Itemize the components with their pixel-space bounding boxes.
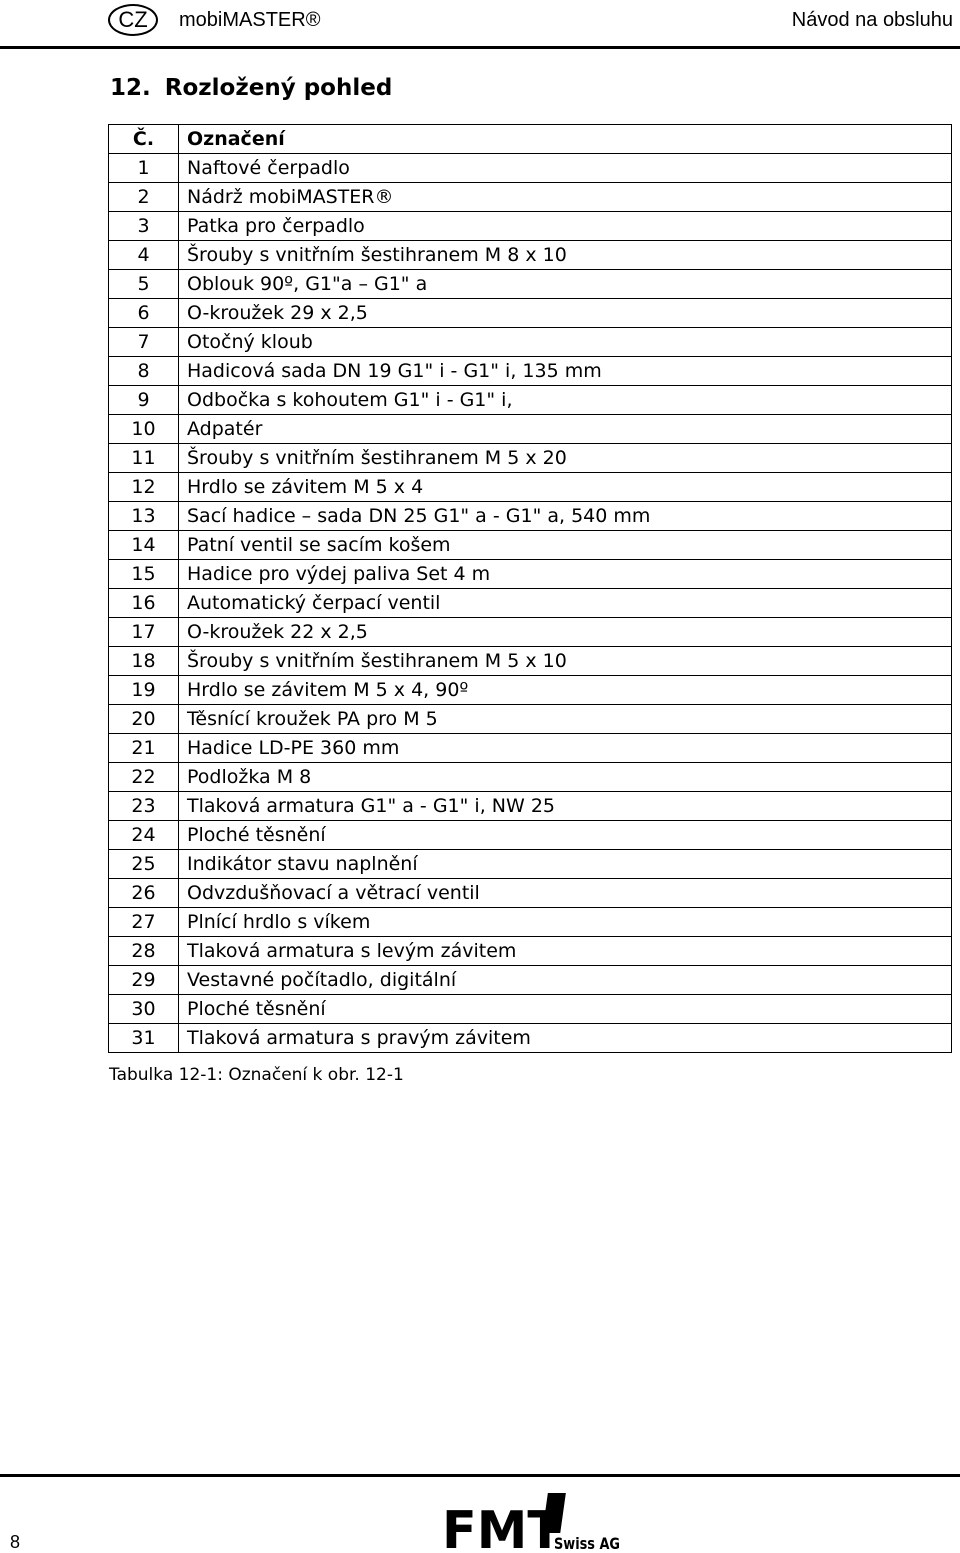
part-number: 2 [109,183,179,212]
table-row [109,299,952,328]
part-number: 28 [109,937,179,966]
table-caption: Tabulka 12-1: Označení k obr. 12-1 [109,1065,404,1085]
table-row [109,821,952,850]
table-row [109,937,952,966]
part-number: 11 [109,444,179,473]
part-description: Sací hadice – sada DN 25 G1" a - G1" a, 540 mm [179,502,952,531]
table-row [109,734,952,763]
page-number: 8 [10,1532,21,1552]
table-row [109,502,952,531]
part-description: Indikátor stavu naplnění [179,850,952,879]
table-row [109,154,952,183]
part-number: 16 [109,589,179,618]
part-description: Ploché těsnění [179,995,952,1024]
part-number: 29 [109,966,179,995]
table-row [109,647,952,676]
part-description: Šrouby s vnitřním šestihranem M 8 x 10 [179,241,952,270]
part-number: 12 [109,473,179,502]
part-number: 7 [109,328,179,357]
table-row [109,1024,952,1053]
document-title: Návod na obsluhu [791,9,953,31]
table-header-row [109,125,952,154]
section-number: 12. [110,75,151,101]
part-number: 14 [109,531,179,560]
table-row [109,589,952,618]
header-number: Č. [109,125,179,154]
brand-name: mobiMASTER® [179,9,321,31]
parts-table-body [109,154,952,1053]
table-row [109,270,952,299]
part-number: 4 [109,241,179,270]
table-row [109,879,952,908]
part-description: O-kroužek 29 x 2,5 [179,299,952,328]
part-number: 20 [109,705,179,734]
part-number: 22 [109,763,179,792]
table-row [109,908,952,937]
part-description: Těsnící kroužek PA pro M 5 [179,705,952,734]
part-number: 17 [109,618,179,647]
footer-divider [0,1474,960,1477]
table-row [109,444,952,473]
part-description: Patní ventil se sacím košem [179,531,952,560]
header-divider [0,46,960,49]
part-description: Tlaková armatura s levým závitem [179,937,952,966]
table-row [109,850,952,879]
logo-subtext: Swiss AG [554,1534,620,1552]
part-number: 31 [109,1024,179,1053]
section-title: Rozložený pohled [164,75,393,101]
part-number: 23 [109,792,179,821]
part-number: 25 [109,850,179,879]
part-number: 24 [109,821,179,850]
part-description: Plnící hrdlo s víkem [179,908,952,937]
table-row [109,212,952,241]
table-row [109,966,952,995]
part-number: 26 [109,879,179,908]
table-row [109,357,952,386]
table-row [109,531,952,560]
part-description: Oblouk 90º, G1"a – G1" a [179,270,952,299]
table-row [109,473,952,502]
part-number: 27 [109,908,179,937]
part-description: Podložka M 8 [179,763,952,792]
part-description: Hadice LD-PE 360 mm [179,734,952,763]
table-row [109,415,952,444]
section-heading [110,75,392,101]
table-row [109,995,952,1024]
table-row [109,328,952,357]
part-description: Šrouby s vnitřním šestihranem M 5 x 20 [179,444,952,473]
part-description: Automatický čerpací ventil [179,589,952,618]
part-description: O-kroužek 22 x 2,5 [179,618,952,647]
table-row [109,792,952,821]
table-row [109,560,952,589]
part-description: Hrdlo se závitem M 5 x 4 [179,473,952,502]
part-description: Tlaková armatura G1" a - G1" i, NW 25 [179,792,952,821]
part-number: 5 [109,270,179,299]
part-description: Tlaková armatura s pravým závitem [179,1024,952,1053]
part-description: Odvzdušňovací a větrací ventil [179,879,952,908]
fmt-logo [440,1492,630,1552]
table-row [109,763,952,792]
table-row [109,676,952,705]
table-row [109,241,952,270]
table-row [109,618,952,647]
part-description: Ploché těsnění [179,821,952,850]
part-number: 8 [109,357,179,386]
header-description: Označení [179,125,952,154]
parts-table [108,124,952,1053]
part-description: Adpatér [179,415,952,444]
part-description: Patka pro čerpadlo [179,212,952,241]
part-number: 3 [109,212,179,241]
part-description: Hrdlo se závitem M 5 x 4, 90º [179,676,952,705]
country-code-badge: CZ [108,4,158,36]
part-description: Nádrž mobiMASTER® [179,183,952,212]
part-number: 15 [109,560,179,589]
part-description: Vestavné počítadlo, digitální [179,966,952,995]
table-row [109,386,952,415]
logo-text: FMT [442,1501,563,1552]
part-number: 18 [109,647,179,676]
part-number: 19 [109,676,179,705]
part-number: 6 [109,299,179,328]
part-number: 9 [109,386,179,415]
part-description: Hadice pro výdej paliva Set 4 m [179,560,952,589]
part-description: Hadicová sada DN 19 G1" i - G1" i, 135 mm [179,357,952,386]
part-description: Šrouby s vnitřním šestihranem M 5 x 10 [179,647,952,676]
table-row [109,705,952,734]
part-number: 30 [109,995,179,1024]
page-header [0,0,960,50]
part-number: 1 [109,154,179,183]
part-number: 10 [109,415,179,444]
part-description: Otočný kloub [179,328,952,357]
part-description: Odbočka s kohoutem G1" i - G1" i, [179,386,952,415]
part-description: Naftové čerpadlo [179,154,952,183]
table-row [109,183,952,212]
part-number: 21 [109,734,179,763]
part-number: 13 [109,502,179,531]
